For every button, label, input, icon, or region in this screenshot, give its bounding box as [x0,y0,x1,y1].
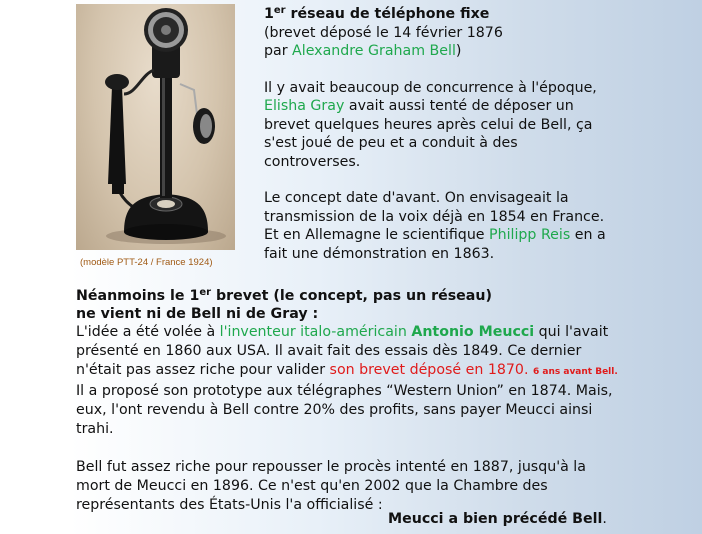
competition-line-5: controverses. [264,153,361,170]
meucci-line-3: n'était pas assez riche pour valider son brevet déposé en 1870. 6 ans avant Bell. [76,362,618,378]
heading-line-2: ne vient ni de Bell ni de Gray : [76,306,319,322]
telephone-photo [76,4,235,250]
meucci-line-5: eux, l'ont revendu à Bell contre 20% des profits, sans payer Meucci ainsi [76,402,593,418]
inventor-line: par Alexandre Graham Bell) [264,43,462,59]
concept-line-4: fait une démonstration en 1863. [264,245,495,262]
competition-line-1: Il y avait beaucoup de concurrence à l'époque, [264,79,597,96]
bell-link[interactable]: Alexandre Graham Bell [292,43,456,59]
candlestick-telephone-image [76,4,235,250]
competition-line-3: brevet quelques heures après celui de Bell, ça [264,116,593,133]
concept-line-3: Et en Allemagne le scientifique Philipp Reis en a [264,227,606,243]
meucci-line-2: présenté en 1860 aux USA. Il avait fait des essais dès 1849. Ce dernier [76,343,582,359]
meucci-name-link[interactable]: Antonio Meucci [411,324,535,340]
intro-title: 1er réseau de téléphone fixe [264,5,490,22]
gray-link[interactable]: Elisha Gray [264,98,345,114]
heading-line-1: Néanmoins le 1er brevet (le concept, pas un réseau) [76,287,492,304]
meucci-heading [76,287,492,323]
concept-line-2: transmission de la voix déjà en 1854 en France. [264,208,605,225]
meucci-line-6: trahi. [76,421,114,437]
concept-line-1: Le concept date d'avant. On envisageait la [264,190,569,206]
photo-caption: (modèle PTT-24 / France 1924) [80,257,213,268]
intro-column [264,5,694,263]
competition-line-4: s'est joué de peu et a conduit à des [264,135,518,151]
meucci-body [76,323,686,515]
meucci-patent-highlight: son brevet déposé en 1870. [329,362,529,378]
conclusion: Meucci a bien précédé Bell. [388,511,607,527]
reis-link[interactable]: Philipp Reis [489,227,571,243]
meucci-line-1: L'idée a été volée à l'inventeur italo-américain Antonio Meucci qui l'avait [76,324,609,340]
trial-line-3: représentants des États-Unis l'a officialisé : [76,497,383,513]
meucci-line-4: Il a proposé son prototype aux télégraphes “Western Union” en 1874. Mais, [76,383,613,399]
six-years-note: 6 ans avant Bell. [533,367,618,377]
meucci-descriptor-link[interactable]: l'inventeur italo-américain [219,324,412,340]
trial-line-1: Bell fut assez riche pour repousser le procès intenté en 1887, jusqu'à la [76,459,586,475]
competition-line-2: Elisha Gray avait aussi tenté de déposer un [264,98,574,114]
trial-line-2: mort de Meucci en 1896. Ce n'est qu'en 2002 que la Chambre des [76,478,548,494]
patent-date: (brevet déposé le 14 février 1876 [264,24,503,41]
